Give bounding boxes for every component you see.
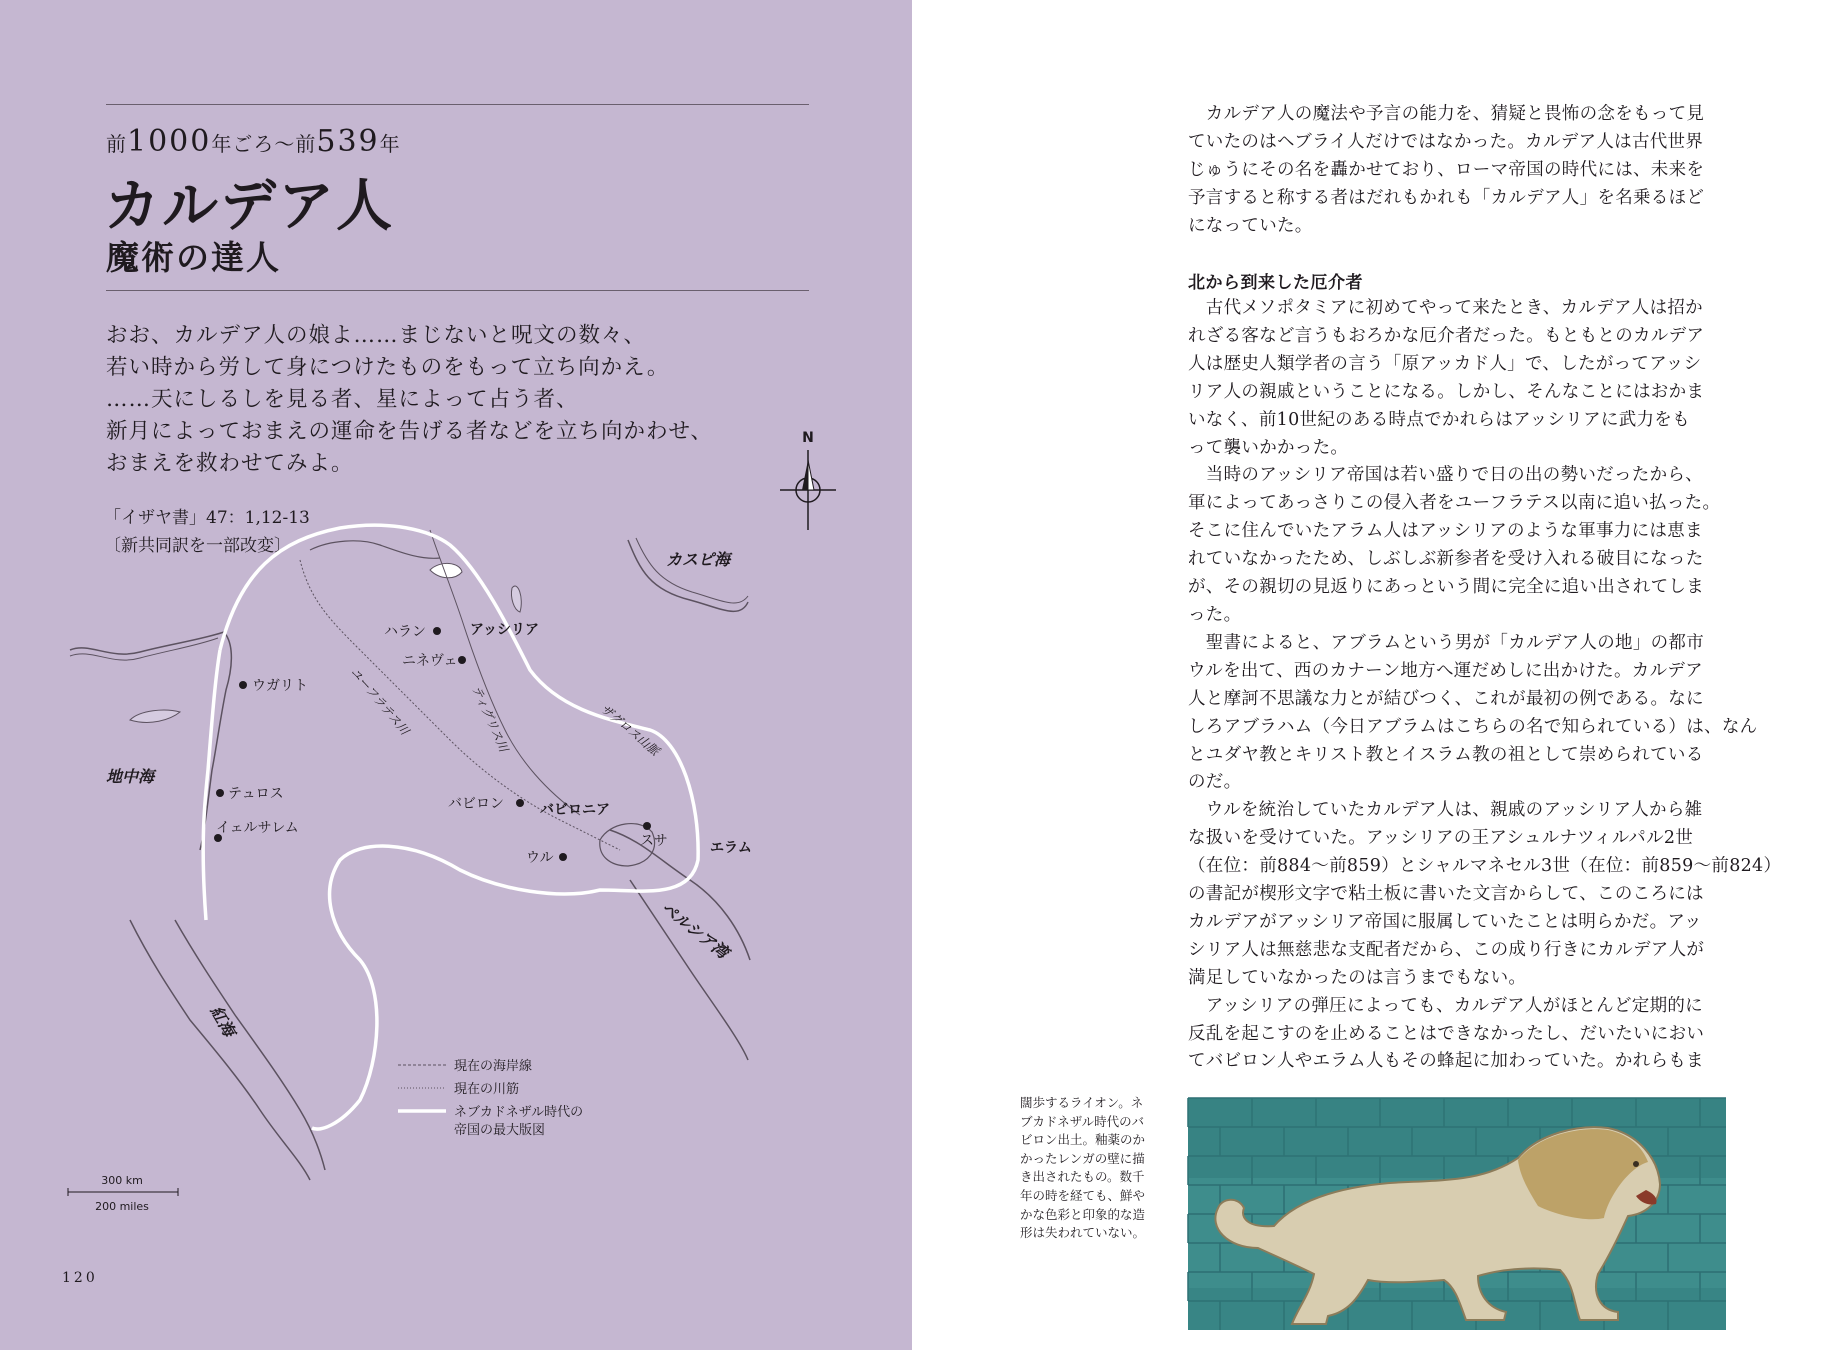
sea-label-mediterranean: 地中海 xyxy=(106,767,155,786)
mesopotamia-map xyxy=(0,420,912,1213)
text-line: れていなかったため、しぶしぶ新参者を受け入れる破目になった xyxy=(1188,549,1704,570)
text-line: 予言すると称する者はだれもかれも「カルデア人」を名乗るほど xyxy=(1188,187,1705,208)
text-line: 聖書によると、アブラムという男が「カルデア人の地」の都市 xyxy=(1188,632,1705,653)
section-heading: 北から到来した厄介者 xyxy=(1188,273,1363,293)
text-line: が、その親切の見返りにあっという間に完全に追い出されてしま xyxy=(1188,577,1705,598)
text-line: カルデアがアッシリア帝国に服属していたことは明らかだ。アッ xyxy=(1188,911,1702,932)
text-line: った。 xyxy=(1188,604,1242,625)
caspian-coast-inner xyxy=(636,538,748,603)
city-label: ハラン xyxy=(384,624,426,640)
intro-paragraph xyxy=(1188,101,1728,241)
lion-relief-illustration xyxy=(1188,1098,1726,1330)
text-line: 当時のアッシリア帝国は若い盛りで日の出の勢いだったから、 xyxy=(1188,465,1703,486)
city-ugarit xyxy=(239,678,308,694)
text-line: の書記が楔形文字で粘土板に書いた文言からして、このころには xyxy=(1188,884,1704,905)
red-sea-coast-east xyxy=(175,920,325,1170)
compass-rose xyxy=(780,430,836,530)
era-start: 1000 xyxy=(127,124,212,159)
city-babylon xyxy=(448,796,524,812)
map-scale xyxy=(68,1174,178,1213)
empire-boundary-west xyxy=(203,650,220,920)
source-note: 〔新共同訳を一部改変〕 xyxy=(104,536,291,556)
quote-line: おまえを救わせてみよ。 xyxy=(106,451,354,476)
text-line: シリア人は無慈悲な支配者だから、この成り行きにカルデア人が xyxy=(1188,939,1705,960)
lake-urmia xyxy=(511,586,521,612)
text-line: とユダヤ教とキリスト教とイスラム教の祖として崇められている xyxy=(1188,744,1704,765)
body-paragraphs xyxy=(1188,295,1782,1076)
text-line: になっていた。 xyxy=(1188,215,1313,236)
top-rule xyxy=(106,104,809,105)
scale-km: 300 km xyxy=(101,1174,143,1187)
region-elam: エラム xyxy=(710,840,752,856)
legend-empire-line2: 帝国の最大版図 xyxy=(454,1123,546,1138)
region-assyria: アッシリア xyxy=(470,622,540,638)
map-legend xyxy=(398,1058,583,1138)
region-babylonia: バビロニア xyxy=(540,802,610,818)
legend-river: 現在の川筋 xyxy=(454,1082,520,1097)
scale-miles: 200 miles xyxy=(95,1200,149,1213)
era-middle: 年ごろ〜前 xyxy=(211,132,317,156)
city-label: テュロス xyxy=(228,786,284,802)
city-label: イェルサレム xyxy=(216,820,299,836)
red-sea-coast-west xyxy=(130,920,310,1180)
era-end: 539 xyxy=(316,124,380,159)
text-line: 満足していなかったのは言うまでもない。 xyxy=(1188,967,1527,988)
text-line: カルデア人の魔法や予言の能力を、猜疑と畏怖の念をもって見 xyxy=(1188,104,1705,124)
legend-coastline: 現在の海岸線 xyxy=(454,1059,533,1074)
city-label: バビロン xyxy=(448,796,504,812)
caption-line: ビロン出土。釉薬のか xyxy=(1020,1132,1146,1148)
northern-coast xyxy=(310,541,440,558)
persian-gulf-coast-south xyxy=(630,880,748,1060)
city-jerusalem xyxy=(214,820,299,842)
sea-label-caspian: カスピ海 xyxy=(666,550,731,569)
text-line: 軍によってあっさりこの侵入者をユーフラテス以南に追い払った。 xyxy=(1188,493,1721,514)
text-line: ていたのはヘブライ人だけではなかった。カルデア人は古代世界 xyxy=(1188,131,1704,152)
lion-relief-image xyxy=(1188,1098,1726,1330)
legend-empire-line1: ネブカドネザル時代の xyxy=(454,1105,584,1120)
mountain-label-zagros: ザグロス山脈 xyxy=(598,701,662,759)
caption-line: 形は失われていない。 xyxy=(1020,1225,1146,1241)
quote-line: おお、カルデア人の娘よ……まじないと呪文の数々、 xyxy=(106,323,647,348)
caption-line: かったレンガの壁に描 xyxy=(1020,1150,1145,1166)
text-line: てバビロン人やエラム人もその蜂起に加わっていた。かれらもま xyxy=(1188,1051,1704,1072)
cyprus-island xyxy=(130,710,180,722)
era-range xyxy=(106,124,401,159)
city-harran xyxy=(384,624,441,640)
chapter-subtitle: 魔術の達人 xyxy=(106,238,281,277)
city-label: ウガリト xyxy=(252,678,308,694)
city-label: ウル xyxy=(526,850,554,866)
city-label: スサ xyxy=(640,833,668,849)
quote-line: 若い時から労して身につけたものをもって立ち向かえ。 xyxy=(106,355,670,380)
era-suffix: 年 xyxy=(379,132,401,156)
city-tyre xyxy=(216,786,284,802)
text-line: 人と摩訶不思議な力とが結びつく、これが最初の例である。なに xyxy=(1188,688,1704,709)
sea-label-red-sea: 紅海 xyxy=(206,1002,239,1040)
text-line: 古代メソポタミアに初めてやって来たとき、カルデア人は招か xyxy=(1188,298,1703,318)
caption-line: かな色彩と印象的な造 xyxy=(1020,1206,1146,1222)
mediterranean-coast xyxy=(70,632,231,850)
river-label-tigris: ティグリス川 xyxy=(469,683,511,754)
text-line: アッシリアの弾圧によっても、カルデア人がほとんど定期的に xyxy=(1188,995,1703,1016)
caption-line: ブカドネザル時代のバ xyxy=(1020,1113,1145,1129)
text-line: （在位：前884〜前859）とシャルマネセル3世（在位：前859〜前824） xyxy=(1188,856,1782,877)
source-reference: 「イザヤ書」47：1,12-13 xyxy=(104,508,310,528)
chapter-title: カルデア人 xyxy=(104,173,394,239)
text-line: 人は歴史人類学者の言う「原アッカド人」で、したがってアッシ xyxy=(1188,353,1702,374)
text-line: しろアブラハム（今日アブラムはこちらの名で知られている）は、なん xyxy=(1188,716,1758,737)
text-line: のだ。 xyxy=(1188,772,1242,793)
compass-north-label: N xyxy=(802,430,814,446)
text-line: いなく、前10世紀のある時点でかれらはアッシリアに武力をも xyxy=(1188,409,1690,430)
era-prefix: 前 xyxy=(106,132,127,156)
page-number: 120 xyxy=(62,1270,98,1286)
quote-line: 新月によっておまえの運命を告げる者などを立ち向かわせ、 xyxy=(106,419,713,444)
city-ur xyxy=(526,850,567,866)
text-line: ウルを出て、西のカナーン地方へ運だめしに出かけた。カルデア xyxy=(1188,660,1703,681)
text-line: って襲いかかった。 xyxy=(1188,437,1349,458)
text-line: ウルを統治していたカルデア人は、親戚のアッシリア人から雑 xyxy=(1188,800,1703,821)
title-rule xyxy=(106,290,809,291)
text-line: れざる客など言うもおろかな厄介者だった。もともとのカルデア xyxy=(1188,325,1705,346)
text-line: 反乱を起こすのを止めることはできなかったし、だいたいにおい xyxy=(1188,1023,1705,1044)
text-line: そこに住んでいたアラム人はアッシリアのような軍事力には恵ま xyxy=(1188,521,1703,542)
text-line: な扱いを受けていた。アッシリアの王アシュルナツィルパル2世 xyxy=(1188,828,1694,849)
caption-line: 年の時を経ても、鮮や xyxy=(1020,1187,1146,1203)
sea-label-persian-gulf: ペルシア湾 xyxy=(657,898,732,963)
city-susa xyxy=(640,822,668,849)
city-nineveh xyxy=(402,653,466,669)
quote-line: ……天にしるしを見る者、星によって占う者、 xyxy=(106,387,579,412)
river-label-euphrates: ユーフラテス川 xyxy=(347,664,412,738)
image-caption xyxy=(1020,1094,1168,1243)
text-line: リア人の親戚ということになる。しかし、そんなことにはおかま xyxy=(1188,381,1705,402)
caption-line: き出されたもの。数千 xyxy=(1020,1169,1145,1185)
text-line: じゅうにその名を轟かせており、ローマ帝国の時代には、未来を xyxy=(1188,159,1705,180)
city-label: ニネヴェ xyxy=(402,653,458,669)
caption-line: 闊歩するライオン。ネ xyxy=(1020,1095,1144,1110)
